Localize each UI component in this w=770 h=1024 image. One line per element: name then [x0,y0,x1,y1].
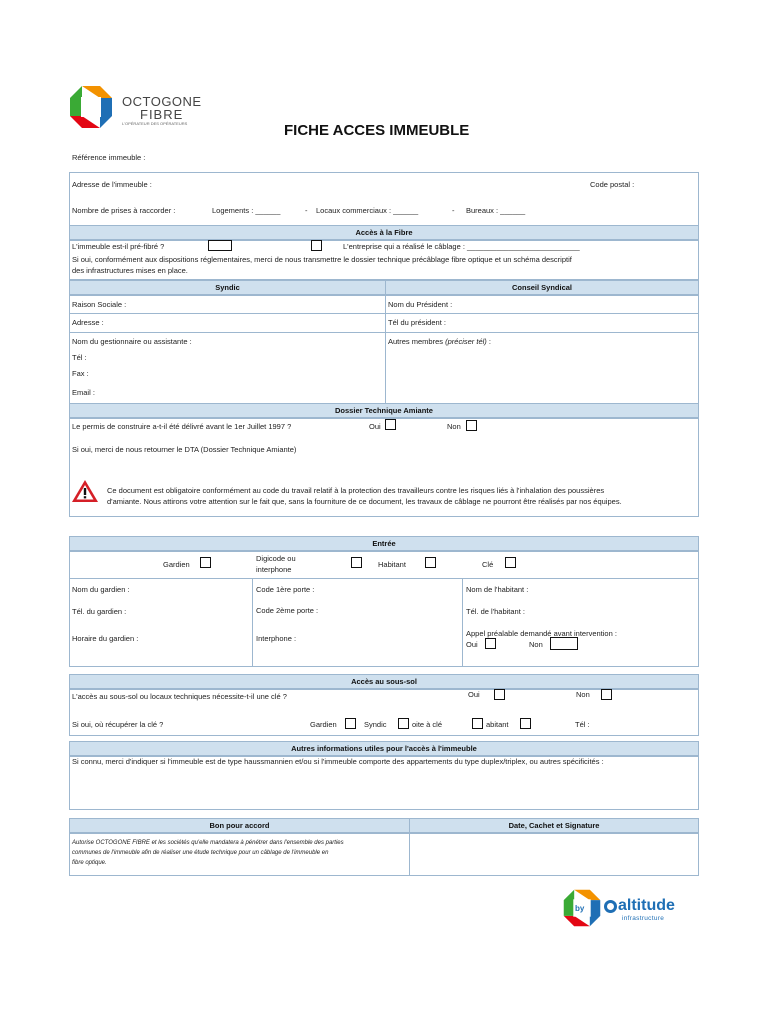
signature-header: Date, Cachet et Signature [409,818,699,834]
autres-membres-text: Autres membres [388,337,444,346]
syndic-fax-label: Fax : [72,369,89,378]
divider [69,313,699,314]
amiante-non-label: Non [447,422,461,431]
signature-block[interactable] [409,832,699,876]
code2-label: Code 2ème porte : [256,606,319,615]
divider [69,332,699,333]
accord-text-2: communes de l'immeuble afin de réaliser une étude technique pour un câblage de l'immeuble en [72,850,329,856]
cle-checkbox[interactable] [505,557,516,568]
soussol-non-label: Non [576,690,590,699]
cle-gardien-checkbox[interactable] [345,718,356,729]
amiante-oui-label: Oui [369,422,381,431]
gestionnaire-label: Nom du gestionnaire ou assistante : [72,337,192,346]
appel-non-label: Non [529,640,543,649]
code-postal-label: Code postal : [590,180,635,189]
octogone-logo [68,84,208,130]
digicode-label-1: Digicode ou [256,554,296,563]
accord-header: Bon pour accord [69,818,410,834]
autres-text: Si connu, merci d'indiquer si l'immeuble est de type haussmannien et/ou si l'immeuble comporte des appartements du type duplex/triplex, ou autres spécificités : [72,757,604,766]
syndic-tel-label: Tél : [72,353,87,362]
fibre-note-1: Si oui, conformément aux dispositions réglementaires, merci de nous transmettre le dossier technique précâblage fibre optique et un schéma descriptif [72,255,572,264]
fibre-header: Accès à la Fibre [69,225,699,241]
locaux-label: Locaux commerciaux : ______ [316,206,419,215]
accord-text-1: Autorise OCTOGONE FIBRE et les sociétés qu'elle mandatera à pénétrer dans l'ensemble des parties [72,840,344,846]
prefibre-checkbox[interactable] [311,240,322,251]
cle-boite-label: oite à clé [412,720,443,729]
cle-gardien-label: Gardien [310,720,337,729]
fibre-note-2: des infrastructures mises en place. [72,266,188,275]
autres-membres-hint: (préciser tél) [445,337,487,346]
recuperer-cle-label: Si oui, où récupérer la clé ? [72,720,164,729]
gardien-checkbox[interactable] [200,557,211,568]
permis-question: Le permis de construire a-t-il été délivré avant le 1er Juillet 1997 ? [72,422,292,431]
prefibre-field[interactable] [208,240,232,251]
dta-note: Si oui, merci de nous retourner le DTA (Dossier Technique Amiante) [72,445,297,454]
cle-boite-checkbox[interactable] [472,718,483,729]
divider [385,294,386,404]
cle-habitant-label: abitant [486,720,509,729]
page-title: FICHE ACCES IMMEUBLE [284,122,470,139]
appel-oui-label: Oui [466,640,478,649]
horaire-gardien-label: Horaire du gardien : [72,634,139,643]
amiante-oui-checkbox[interactable] [385,419,396,430]
warning-text-2: d'amiante. Nous attirons votre attention sur le fait que, sans la fourniture de ce document, les travaux de câblage ne pourront être réalisés par nos équipes. [107,497,622,506]
divider [69,578,699,579]
prises-label: Nombre de prises à raccorder : [72,206,176,215]
divider [252,578,253,667]
digicode-checkbox[interactable] [351,557,362,568]
entreprise-label: L'entreprise qui a réalisé le câblage : ___________________________ [343,242,580,251]
code1-label: Code 1ère porte : [256,585,315,594]
syndic-block [69,294,699,404]
soussol-oui-label: Oui [468,690,480,699]
ref-label: Référence immeuble : [72,153,146,162]
dash: - [305,206,308,215]
logo-line2: FIBRE [140,107,184,122]
adresse-label: Adresse de l'immeuble : [72,180,152,189]
gardien-label: Gardien [163,560,190,569]
autres-membres-colon: : [488,337,491,346]
altitude-by: by [575,904,585,913]
habitant-checkbox[interactable] [425,557,436,568]
cle-syndic-checkbox[interactable] [398,718,409,729]
appel-non-field[interactable] [550,637,578,650]
logo-line1: OCTOGONE [122,94,202,109]
interphone-label: Interphone : [256,634,297,643]
raison-sociale-label: Raison Sociale : [72,300,127,309]
bureaux-label: Bureaux : ______ [466,206,526,215]
octogone-logo-mark [68,84,114,130]
soussol-non-checkbox[interactable] [601,689,612,700]
cle-habitant-checkbox[interactable] [520,718,531,729]
entree-header: Entrée [69,536,699,552]
cle-label: Clé [482,560,494,569]
altitude-sub: infrastructure [622,915,665,922]
cle-tel-label: Tél : [575,720,590,729]
tel-gardien-label: Tél. du gardien : [72,607,127,616]
appel-oui-checkbox[interactable] [485,638,496,649]
cle-syndic-label: Syndic [364,720,387,729]
divider [462,578,463,667]
altitude-logo [562,888,702,932]
soussol-question: L'accès au sous-sol ou locaux techniques nécessite-t-il une clé ? [72,692,287,701]
tel-president-label: Tél du président : [388,318,446,327]
accord-text-3: fibre optique. [72,860,107,866]
syndic-header: Syndic [69,280,386,296]
altitude-name: altitude [618,897,675,914]
autres-header: Autres informations utiles pour l'accès à l'immeuble [69,741,699,757]
tel-habitant-label: Tél. de l'habitant : [466,607,525,616]
nom-habitant-label: Nom de l'habitant : [466,585,529,594]
president-label: Nom du Président : [388,300,453,309]
syndic-email-label: Email : [72,388,95,397]
nom-gardien-label: Nom du gardien : [72,585,130,594]
amiante-header: Dossier Technique Amiante [69,403,699,419]
digicode-label-2: interphone [256,565,292,574]
appel-prealable-label: Appel préalable demandé avant intervention : [466,629,617,638]
autres-membres-label [388,337,491,346]
dash: - [452,206,455,215]
soussol-header: Accès au sous-sol [69,674,699,690]
logo-tagline: L'OPÉRATEUR DES OPÉRATEURS [122,121,188,126]
syndic-adresse-label: Adresse : [72,318,104,327]
warning-icon [71,479,99,503]
soussol-oui-checkbox[interactable] [494,689,505,700]
prefibre-question: L'immeuble est-il pré-fibré ? [72,242,165,251]
amiante-non-checkbox[interactable] [466,420,477,431]
warning-text-1: Ce document est obligatoire conformément au code du travail relatif à la protection des travailleurs contre les risques liés à l'inhalation des poussières [107,486,605,495]
logements-label: Logements : ______ [212,206,281,215]
conseil-header: Conseil Syndical [385,280,699,296]
habitant-label: Habitant [378,560,406,569]
altitude-swirl-icon [604,900,617,913]
